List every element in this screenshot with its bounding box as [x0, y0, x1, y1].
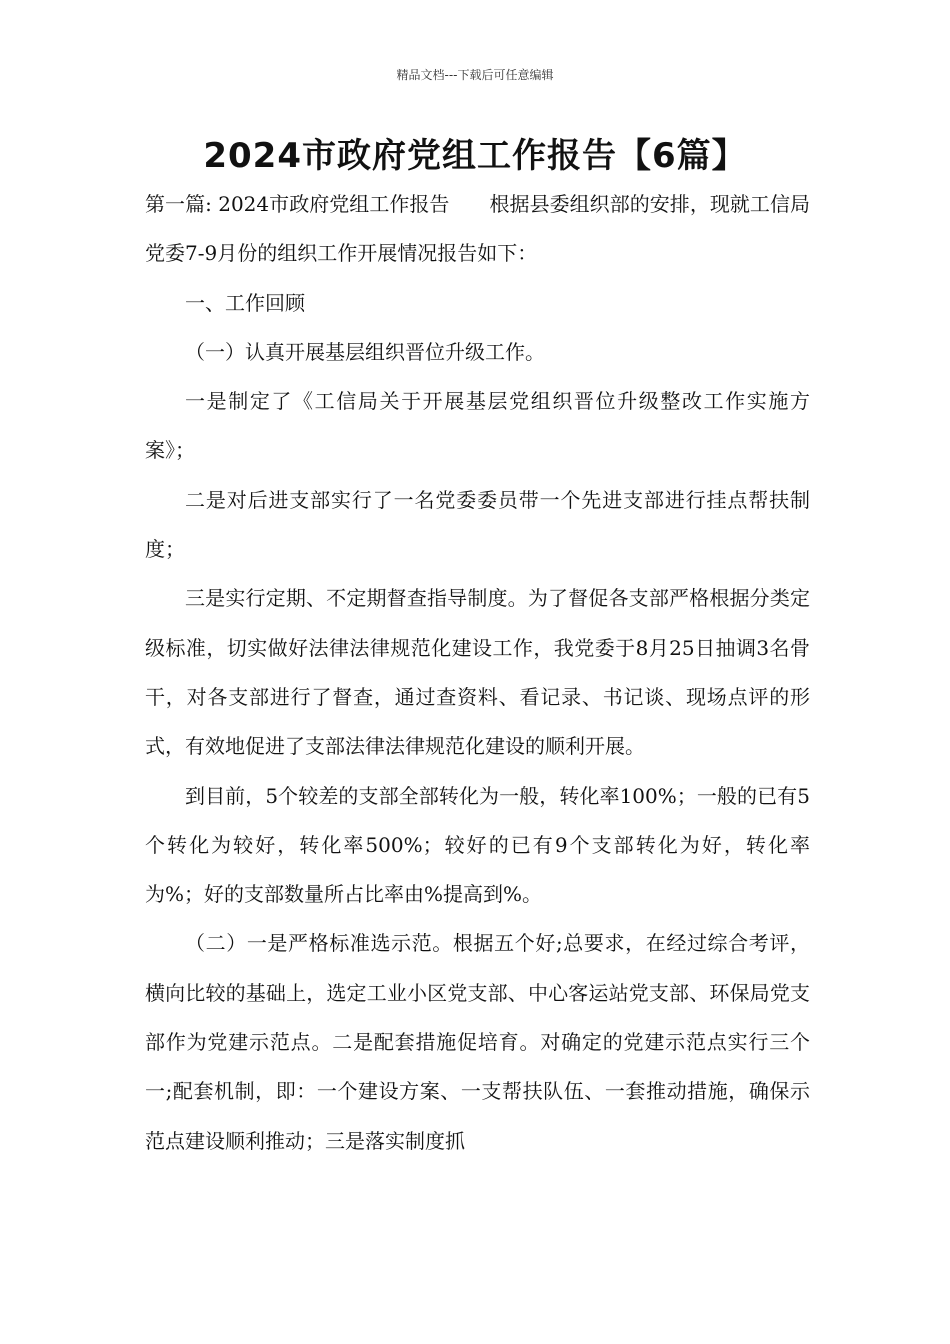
- paragraph-item-three: 三是实行定期、不定期督查指导制度。为了督促各支部严格根据分类定级标准，切实做好法律法律规范化建设工作，我党委于8月25日抽调3名骨干，对各支部进行了督查，通过查资料、看记录、书记谈、现场点评的形式，有效地促进了支部法律法律规范化建设的顺利开展。: [145, 586, 810, 759]
- page-header: 精品文档---下载后可任意编辑: [396, 68, 554, 82]
- intro-heading: 第一篇: 2024市政府党组工作报告: [145, 192, 450, 216]
- section-heading-review: 一、工作回顾: [185, 290, 305, 315]
- intro-text: 根据县委组织部的安排，现就工信局党委7-9月份的组织工作开展情况报告如下：: [145, 192, 811, 266]
- intro-paragraph: [145, 180, 810, 279]
- paragraph-item-two: 二是对后进支部实行了一名党委委员带一个先进支部进行挂点帮扶制度；: [145, 487, 810, 562]
- subsection-heading-one: （一）认真开展基层组织晋位升级工作。: [185, 339, 545, 364]
- paragraph-results: 到目前，5个较差的支部全部转化为一般，转化率100%；一般的已有5个转化为较好，转化率500%；较好的已有9个支部转化为好，转化率为%；好的支部数量所占比率由%提高到%。: [145, 783, 810, 907]
- document-title: 2024市政府党组工作报告【6篇】: [203, 136, 747, 176]
- subsection-two-paragraph: （二）一是严格标准选示范。根据五个好;总要求，在经过综合考评，横向比较的基础上，选定工业小区党支部、中心客运站党支部、环保局党支部作为党建示范点。二是配套措施促培育。对确定的党建示范点实行三个一;配套机制，即：一个建设方案、一支帮扶队伍、一套推动措施，确保示范点建设顺利推动；三是落实制度抓: [145, 931, 810, 1153]
- paragraph-item-one: 一是制定了《工信局关于开展基层党组织晋位升级整改工作实施方案》；: [145, 389, 810, 463]
- document-body: [145, 180, 810, 1166]
